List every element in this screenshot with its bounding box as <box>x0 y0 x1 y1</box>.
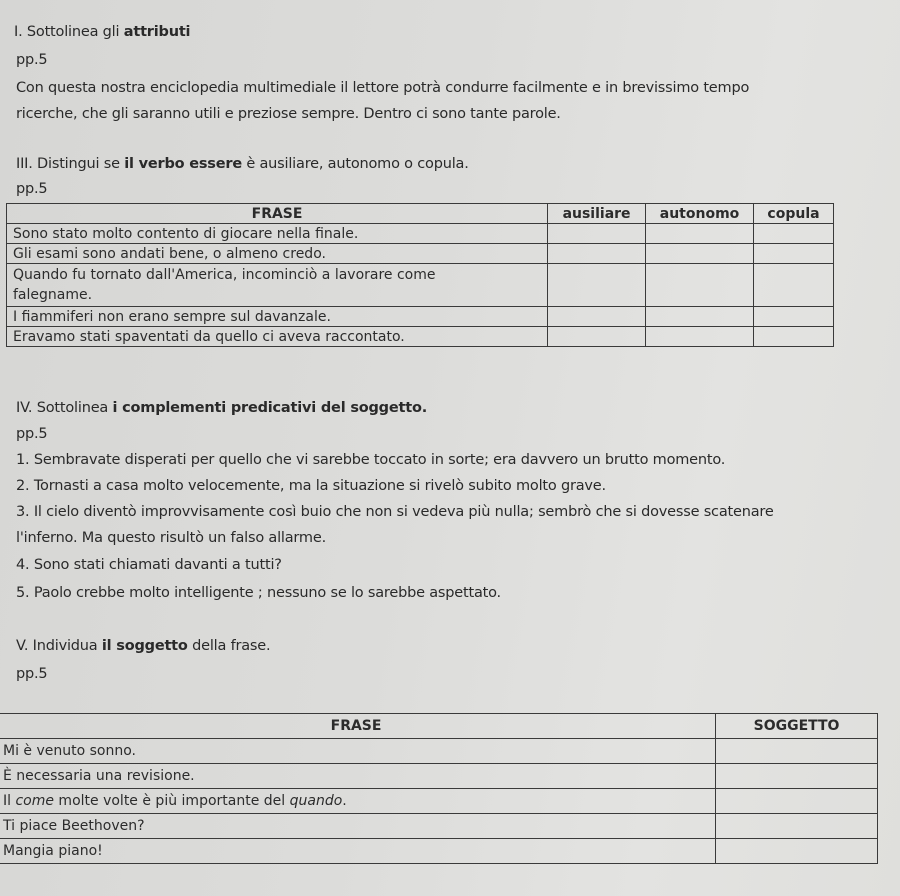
table-row <box>0 789 878 814</box>
sentence-part: molte volte è più importante del <box>53 793 290 809</box>
sentence-cell: Eravamo stati spaventati da quello ci aveva raccontato. <box>7 327 548 347</box>
table-row <box>0 814 878 839</box>
sentence-cell: Ti piace Beethoven? <box>0 814 716 839</box>
header-frase: FRASE <box>7 204 548 224</box>
section3-page: pp.5 <box>16 181 48 197</box>
section5-heading-bold: il soggetto <box>101 638 188 654</box>
answer-cell-ausiliare[interactable] <box>548 327 646 347</box>
header-copula: copula <box>754 204 834 224</box>
sentence-part-italic: quando <box>289 793 343 809</box>
sentence-cell: Gli esami sono andati bene, o almeno credo. <box>7 244 548 264</box>
section1-text-line1: Con questa nostra enciclopedia multimediale il lettore potrà condurre facilmente e in brevissimo tempo <box>16 80 750 96</box>
answer-cell-copula[interactable] <box>754 224 834 244</box>
answer-cell-copula[interactable] <box>754 244 834 264</box>
answer-cell-ausiliare[interactable] <box>548 307 646 327</box>
sentence-cell: Sono stato molto contento di giocare nella finale. <box>7 224 548 244</box>
table-header-row <box>7 204 834 224</box>
section4-page: pp.5 <box>16 426 48 442</box>
table-row <box>7 327 834 347</box>
section5-heading-prefix: V. Individua <box>16 638 102 654</box>
header-frase: FRASE <box>0 714 716 739</box>
table-header-row <box>0 714 878 739</box>
sentence-part: Il <box>3 793 16 809</box>
sentence-cell: I fiammiferi non erano sempre sul davanzale. <box>7 307 548 327</box>
section4-heading <box>16 400 427 416</box>
sentence-line: falegname. <box>13 287 93 303</box>
answer-cell-autonomo[interactable] <box>646 264 754 307</box>
sentence-cell: Mangia piano! <box>0 839 716 864</box>
section1-heading <box>14 24 190 40</box>
verb-essere-table <box>6 203 834 347</box>
answer-cell-soggetto[interactable] <box>716 739 878 764</box>
answer-cell-copula[interactable] <box>754 307 834 327</box>
section5-page: pp.5 <box>16 666 48 682</box>
section3-heading <box>16 156 469 172</box>
exercise-line: l'inferno. Ma questo risultò un falso allarme. <box>16 530 326 546</box>
section4-heading-prefix: IV. Sottolinea <box>16 400 113 416</box>
exercise-line: 2. Tornasti a casa molto velocemente, ma la situazione si rivelò subito molto grave. <box>16 478 606 494</box>
answer-cell-autonomo[interactable] <box>646 307 754 327</box>
answer-cell-soggetto[interactable] <box>716 764 878 789</box>
section4-heading-bold: i complementi predicativi del soggetto. <box>112 400 428 416</box>
header-soggetto: SOGGETTO <box>716 714 878 739</box>
section1-heading-prefix: I. Sottolinea gli <box>14 24 124 40</box>
exercise-line: 3. Il cielo diventò improvvisamente così buio che non si vedeva più nulla; sembrò che si dovesse scatenare <box>16 504 774 520</box>
answer-cell-ausiliare[interactable] <box>548 224 646 244</box>
section5-heading <box>16 638 270 654</box>
exercise-line: 5. Paolo crebbe molto intelligente ; nessuno se lo sarebbe aspettato. <box>16 585 501 601</box>
section3-heading-bold: il verbo essere <box>124 156 242 172</box>
answer-cell-soggetto[interactable] <box>716 814 878 839</box>
table-row <box>0 839 878 864</box>
header-ausiliare: ausiliare <box>548 204 646 224</box>
answer-cell-copula[interactable] <box>754 327 834 347</box>
sentence-line: Quando fu tornato dall'America, incominciò a lavorare come <box>13 267 436 283</box>
sentence-part: . <box>342 793 347 809</box>
table-row <box>0 764 878 789</box>
exercise-line: 1. Sembravate disperati per quello che vi sarebbe toccato in sorte; era davvero un brutto momento. <box>16 452 726 468</box>
answer-cell-copula[interactable] <box>754 264 834 307</box>
section1-heading-bold: attributi <box>123 24 191 40</box>
answer-cell-ausiliare[interactable] <box>548 264 646 307</box>
answer-cell-soggetto[interactable] <box>716 789 878 814</box>
answer-cell-autonomo[interactable] <box>646 327 754 347</box>
sentence-cell: Mi è venuto sonno. <box>0 739 716 764</box>
table-row <box>7 244 834 264</box>
sentence-cell <box>0 789 716 814</box>
sentence-cell: È necessaria una revisione. <box>0 764 716 789</box>
section5-heading-suffix: della frase. <box>187 638 271 654</box>
section1-text-line2: ricerche, che gli saranno utili e preziose sempre. Dentro ci sono tante parole. <box>16 106 561 122</box>
answer-cell-ausiliare[interactable] <box>548 244 646 264</box>
table-row <box>7 307 834 327</box>
sentence-cell <box>7 264 548 307</box>
table-row <box>7 264 834 307</box>
section3-heading-suffix: è ausiliare, autonomo o copula. <box>241 156 469 172</box>
section3-heading-prefix: III. Distingui se <box>16 156 125 172</box>
table-row <box>0 739 878 764</box>
exercise-line: 4. Sono stati chiamati davanti a tutti? <box>16 557 282 573</box>
answer-cell-soggetto[interactable] <box>716 839 878 864</box>
table-row <box>7 224 834 244</box>
answer-cell-autonomo[interactable] <box>646 244 754 264</box>
answer-cell-autonomo[interactable] <box>646 224 754 244</box>
sentence-part-italic: come <box>15 793 54 809</box>
soggetto-table <box>0 713 878 864</box>
section1-page: pp.5 <box>16 52 48 68</box>
header-autonomo: autonomo <box>646 204 754 224</box>
